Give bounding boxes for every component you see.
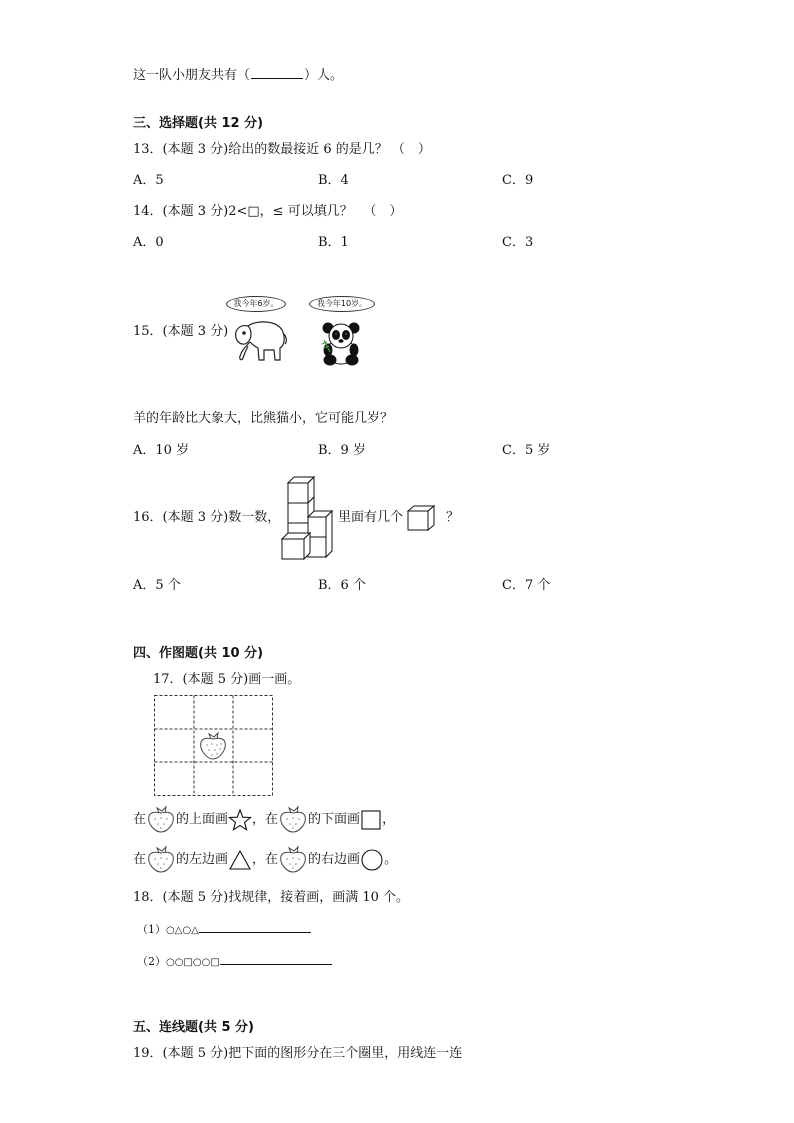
q13-option-a[interactable]: A．5	[133, 173, 164, 188]
triangle-icon	[228, 849, 252, 871]
square-icon	[360, 809, 382, 831]
intro-text-end: ）人。	[304, 68, 344, 83]
strawberry-icon	[278, 807, 308, 833]
pattern-2-answer-line[interactable]	[220, 952, 332, 965]
strawberry-icon	[146, 807, 176, 833]
q17-stem: 17．(本题 5 分)画一画。	[153, 672, 301, 687]
section-title-drawing: 四、作图题(共 10 分)	[133, 646, 264, 661]
q17-line-2: 在 的左边画 ，在 的右边画 。	[133, 846, 397, 874]
q16-number: 16．(本题 3 分)数一数，	[133, 510, 281, 525]
circle-icon	[360, 848, 384, 872]
q15-option-b[interactable]: B．9 岁	[318, 443, 366, 458]
q14-stem: 14．(本题 3 分)2<□，≤ 可以填几？ （ ）	[133, 204, 403, 219]
section-title-choice: 三、选择题(共 12 分)	[133, 116, 264, 131]
q14-option-c[interactable]: C．3	[502, 235, 534, 250]
q13-stem: 13．(本题 3 分)给出的数最接近 6 的是几？ （ ）	[133, 142, 431, 157]
q16-option-b[interactable]: B．6 个	[318, 578, 366, 593]
elephant-icon	[228, 316, 288, 364]
q16-mid-text: 里面有几个	[338, 510, 404, 525]
stacked-cubes-figure	[280, 473, 332, 561]
q14-option-b[interactable]: B．1	[318, 235, 349, 250]
q13-option-b[interactable]: B．4	[318, 173, 349, 188]
q15-option-c[interactable]: C．5 岁	[502, 443, 551, 458]
q19-stem: 19．(本题 5 分)把下面的图形分在三个圈里，用线连一连	[133, 1046, 463, 1061]
section-title-matching: 五、连线题(共 5 分)	[133, 1020, 254, 1035]
intro-text: 这一队小朋友共有（	[133, 68, 251, 83]
q16-end-text: ？	[446, 510, 460, 525]
q15-option-a[interactable]: A．10 岁	[133, 443, 190, 458]
elephant-speech-bubble: 我今年6岁。	[226, 296, 286, 312]
pattern-1-answer-line[interactable]	[199, 920, 311, 933]
pattern-1-sequence: ○△○△	[166, 925, 199, 936]
strawberry-icon	[197, 732, 229, 760]
q17-line-1: 在 的上面画 ，在 的下面画 ，	[133, 806, 395, 834]
q13-option-c[interactable]: C．9	[502, 173, 534, 188]
star-icon	[228, 809, 252, 831]
panda-icon	[318, 322, 364, 366]
pattern-2-sequence: ○○□○○□	[166, 957, 220, 968]
strawberry-icon	[146, 847, 176, 873]
q15-number: 15．(本题 3 分)	[133, 324, 229, 339]
answer-blank[interactable]	[251, 67, 303, 79]
q18-pattern-2: （2）○○□○○□	[137, 952, 332, 972]
intro-line	[133, 67, 343, 85]
q16-option-c[interactable]: C．7 个	[502, 578, 551, 593]
q16-option-a[interactable]: A．5 个	[133, 578, 181, 593]
strawberry-icon	[278, 847, 308, 873]
panda-speech-bubble: 我今年10岁。	[309, 296, 375, 312]
cube-icon	[407, 505, 437, 531]
q18-pattern-1: （1）○△○△	[137, 920, 311, 940]
q18-stem: 18．(本题 5 分)找规律，接着画，画满 10 个。	[133, 890, 410, 905]
q15-question: 羊的年龄比大象大，比熊猫小，它可能几岁？	[133, 411, 394, 426]
q14-option-a[interactable]: A．0	[133, 235, 164, 250]
